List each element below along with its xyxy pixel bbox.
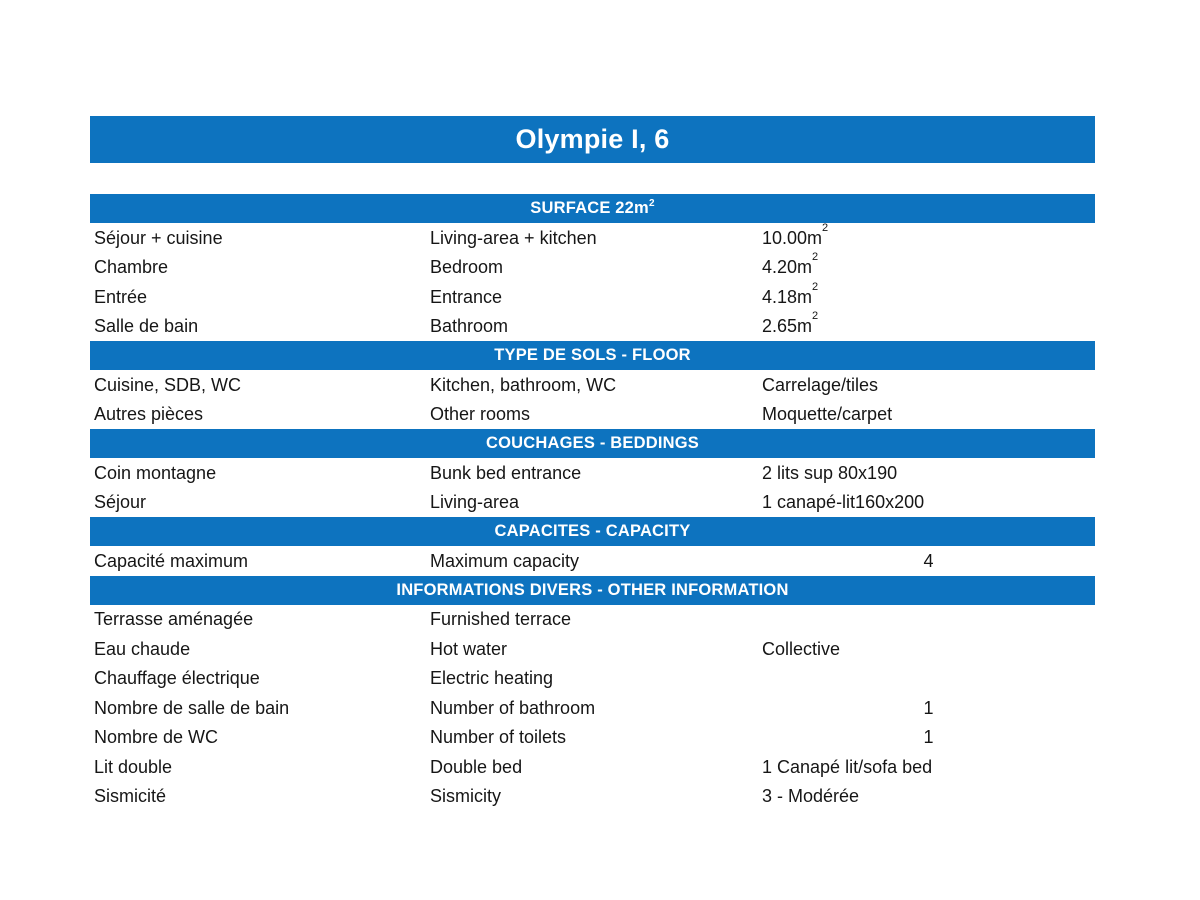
label-fr: Cuisine, SDB, WC (94, 374, 242, 395)
label-en: Double bed (430, 756, 523, 777)
value-cell: 4 (923, 550, 934, 571)
label-fr: Séjour (94, 492, 147, 513)
section-header-beddings (90, 429, 1095, 458)
label-fr: Chauffage électrique (94, 668, 260, 689)
table-row (90, 723, 1095, 753)
label-en: Number of bathroom (430, 697, 596, 718)
label-en: Electric heating (430, 668, 554, 689)
section-header-surface: SURFACE 22m $^2$ (90, 194, 1095, 223)
section-header-label: SURFACE 22m (530, 199, 649, 217)
value-cell: 3 - Modérée (762, 786, 860, 807)
label-en: Entrance (430, 286, 503, 307)
label-fr: Chambre (94, 257, 169, 278)
page-title-banner (90, 116, 1095, 163)
section-header-capacity (90, 517, 1095, 546)
label-fr: Autres pièces (94, 404, 204, 425)
value: 4.20m (762, 257, 813, 278)
table-row (90, 634, 1095, 664)
table-row (90, 282, 1095, 312)
section-header-label: CAPACITES - CAPACITY (494, 522, 691, 540)
label-en: Furnished terrace (430, 609, 572, 630)
label-fr: Nombre de WC (94, 727, 219, 748)
table-row (90, 253, 1095, 283)
value-cell: 1 (923, 697, 934, 718)
label-en: Hot water (430, 638, 508, 659)
section-header-label: TYPE DE SOLS - FLOOR (494, 346, 691, 364)
table-row (90, 223, 1095, 253)
value-cell: Carrelage/tiles (762, 374, 879, 395)
label-en: Living-area (430, 492, 520, 513)
spacer (90, 163, 1095, 194)
label-fr: Lit double (94, 756, 173, 777)
table-row (90, 400, 1095, 430)
value: 2.65m (762, 316, 813, 337)
superscript: 2 (812, 280, 819, 293)
value-cell: Collective (762, 638, 841, 659)
table-row (90, 782, 1095, 812)
value-cell: 1 canapé-lit160x200 (762, 492, 925, 513)
table-row (90, 312, 1095, 342)
label-en: Living-area + kitchen (430, 227, 597, 248)
label-fr: Nombre de salle de bain (94, 697, 290, 718)
label-fr: Terrasse aménagée (94, 609, 254, 630)
value-cell (762, 251, 1095, 278)
label-en: Bedroom (430, 257, 504, 278)
section-header-floor (90, 341, 1095, 370)
label-fr: Capacité maximum (94, 550, 249, 571)
label-en: Maximum capacity (430, 550, 580, 571)
table-row (90, 605, 1095, 635)
label-fr: Séjour + cuisine (94, 227, 223, 248)
label-en: Number of toilets (430, 727, 567, 748)
table-row (90, 752, 1095, 782)
page-title: Olympie I, 6 (515, 124, 670, 154)
value: 10.00m (762, 227, 823, 248)
label-en: Kitchen, bathroom, WC (430, 374, 617, 395)
table-row (90, 458, 1095, 488)
superscript: 2 (812, 310, 819, 323)
value-cell: 1 Canapé lit/sofa bed (762, 756, 933, 777)
table-row (90, 664, 1095, 694)
value-cell: Moquette/carpet (762, 404, 893, 425)
table-row (90, 488, 1095, 518)
value: 4.18m (762, 286, 813, 307)
apartment-info-sheet (90, 116, 1095, 811)
label-en: Sismicity (430, 786, 501, 807)
section-header-other-information (90, 576, 1095, 605)
label-fr: Entrée (94, 286, 148, 307)
value-cell: 1 (923, 727, 934, 748)
label-fr: Coin montagne (94, 462, 217, 483)
label-fr: Salle de bain (94, 316, 199, 337)
label-fr: Sismicité (94, 786, 167, 807)
superscript: 2 (822, 221, 829, 234)
value-cell (762, 310, 1095, 337)
table-row (90, 546, 1095, 576)
label-fr: Eau chaude (94, 638, 191, 659)
label-en: Bathroom (430, 316, 509, 337)
label-en: Other rooms (430, 404, 531, 425)
table-row (90, 693, 1095, 723)
table-row (90, 370, 1095, 400)
superscript: 2 (812, 251, 819, 264)
section-header-label: INFORMATIONS DIVERS - OTHER INFORMATION (396, 580, 789, 599)
value-cell (762, 280, 1095, 307)
value-cell: 2 lits sup 80x190 (762, 462, 898, 483)
section-header-label: COUCHAGES - BEDDINGS (485, 434, 699, 452)
label-en: Bunk bed entrance (430, 462, 582, 483)
value-cell (762, 221, 1095, 248)
